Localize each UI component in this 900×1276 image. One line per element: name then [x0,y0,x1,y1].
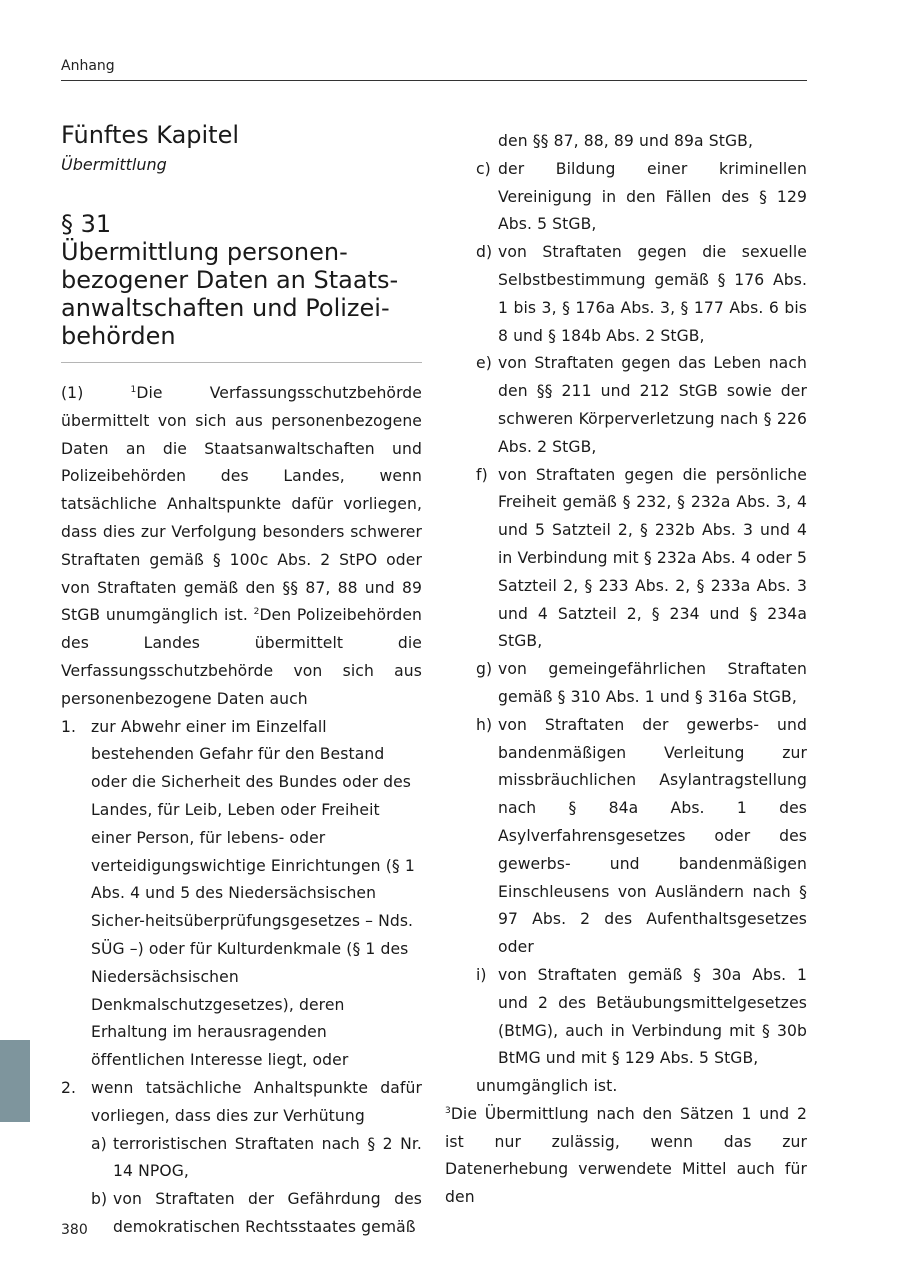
sub-item-b [91,1186,422,1242]
sub-list-right [445,156,807,1073]
sentence-number: 1 [130,385,137,395]
section-title [61,238,422,350]
sentence-2: Den Polizeibehörden des Landes übermittelt die Verfassungsschutzbehörde von sich aus personenbezogene Daten auch [61,606,423,708]
sub-item-d [445,239,807,350]
sub-item-text: von Straftaten gegen die sexuelle Selbstbestimmung gemäß § 176 Abs. 1 bis 3, § 176a Abs. 3, § 177 Abs. 6 bis 8 und § 184b Abs. 2 StGB, [498,243,807,345]
sub-marker: e) [476,354,492,373]
chapter-thumb-tab [0,1040,30,1122]
sub-item-b-continuation: den §§ 87, 88, 89 und 89a StGB, [498,132,754,150]
section-title-line: bezogener Daten an Staats- [61,266,399,294]
sub-item-c [445,156,807,239]
sub-item-text: von Straftaten der Gefährdung des demokratischen Rechtsstaates gemäß [113,1190,422,1236]
list-item-1 [61,714,422,1075]
sub-marker: d) [476,243,493,262]
section-number: § 31 [61,210,112,238]
right-column [445,128,807,1212]
sub-item-text: terroristischen Straftaten nach § 2 Nr. 14 NPOG, [113,1134,422,1181]
sub-item-i [445,962,807,1073]
left-column [61,120,422,1242]
sub-item-text: von Straftaten gemäß § 30a Abs. 1 und 2 des Betäubungsmittelgesetzes (BtMG), auch in Verbindung mit § 30b BtMG und mit § 129 Abs. 5 StGB, [498,965,807,1068]
sentence-number: 3 [445,1105,451,1116]
sub-item-text: von Straftaten gegen die persönliche Freiheit gemäß § 232, § 232a Abs. 3, 4 und 5 Satzteil 2, § 232b Abs. 3 und 4 in Verbindung mit § 232a Abs. 4 oder 5 Satzteil 2, § 233 Abs. 2, § 233a Abs. 3 und 4 Satzteil 2, § 234 und § 234a StGB, [498,465,807,651]
list-marker: 1. [61,717,77,736]
chapter-subtitle: Übermittlung [61,155,167,174]
list-item-2 [61,1075,422,1242]
sentence-1: Die Verfassungsschutzbehörde übermittelt von sich aus personenbezogene Daten an die Staatsanwaltschaften und Polizeibehörden des Landes, wenn tatsächliche Anhaltspunkte dafür vorliegen, dass dies zur Verfolgung besonders schwerer Straftaten gemäß § 100c Abs. 2 StPO oder von Straftaten gemäß den §§ 87, 88 und 89 StGB unumgänglich ist. [61,384,423,625]
list-item-text: wenn tatsächliche Anhaltspunkte dafür vorliegen, dass dies zur Verhütung [91,1078,422,1125]
list-closing: unumgänglich ist. [476,1077,618,1096]
sub-marker: f) [476,465,488,484]
sub-item-text: von Straftaten der gewerbs- und bandenmäßigen Verleitung zur missbräuchlichen Asylantragstellung nach § 84a Abs. 1 des Asylverfahrensgesetzes oder des gewerbs- und bandenmäßigen Einschleusens von Ausländern nach § 97 Abs. 2 des Aufenthaltsgesetzes oder [498,715,807,957]
sub-marker: a) [91,1134,107,1153]
sub-marker: g) [476,660,493,679]
sentence-number: 2 [253,607,260,618]
sub-item-e [445,350,807,461]
section-title-line: anwaltschaften und Polizei- [61,294,390,322]
paragraph-label: (1) [61,384,84,402]
sub-item-a [91,1131,422,1187]
paragraph-1-intro [61,380,422,714]
sub-item-text: von gemeingefährlichen Straftaten gemäß § 310 Abs. 1 und § 316a StGB, [498,660,807,706]
section-title-line: Übermittlung personen- [61,238,348,266]
sentence-3: Die Übermittlung nach den Sätzen 1 und 2 ist nur zulässig, wenn das zur Datenerhebung verwendete Mittel auch für den [445,1104,807,1207]
sub-item-text: der Bildung einer kriminellen Vereinigung in den Fällen des § 129 Abs. 5 StGB, [498,159,807,234]
running-head: Anhang [61,58,115,74]
sub-list-left [91,1131,422,1242]
sub-marker: c) [476,159,491,178]
list-marker: 2. [61,1078,77,1097]
sentence-3-paragraph [445,1101,807,1212]
list-item-text: zur Abwehr einer im Einzelfall bestehenden Gefahr für den Bestand oder die Sicherheit des Bundes oder des Landes, für Leib, Leben oder Freiheit einer Person, für lebens- oder verteidigungswichtige Einrichtungen (§ 1 Abs. 4 und 5 des Niedersächsischen Sicher-heitsüberprüfungsgesetzes – Nds. SÜG –) oder für Kulturdenkmale (§ 1 des Niedersächsischen Denkmalschutzgesetzes), deren Erhaltung im herausragenden öffentlichen Interesse liegt, oder [91,717,415,1070]
list-item-body [91,1075,422,1242]
header-rule [61,80,807,81]
page-number: 380 [61,1222,88,1238]
section-heading [61,210,422,363]
sub-item-g [445,656,807,712]
sub-item-text: von Straftaten gegen das Leben nach den §§ 211 und 212 StGB sowie der schweren Körperverletzung nach § 226 Abs. 2 StGB, [498,354,807,456]
sub-marker: i) [476,965,487,984]
sub-item-f [445,462,807,657]
sub-marker: h) [476,715,493,734]
numbered-list [61,714,422,1242]
chapter-title: Fünftes Kapitel [61,121,240,149]
sub-item-h [445,712,807,962]
sub-marker: b) [91,1190,108,1209]
section-title-line: behörden [61,322,176,350]
section-rule [61,362,422,363]
